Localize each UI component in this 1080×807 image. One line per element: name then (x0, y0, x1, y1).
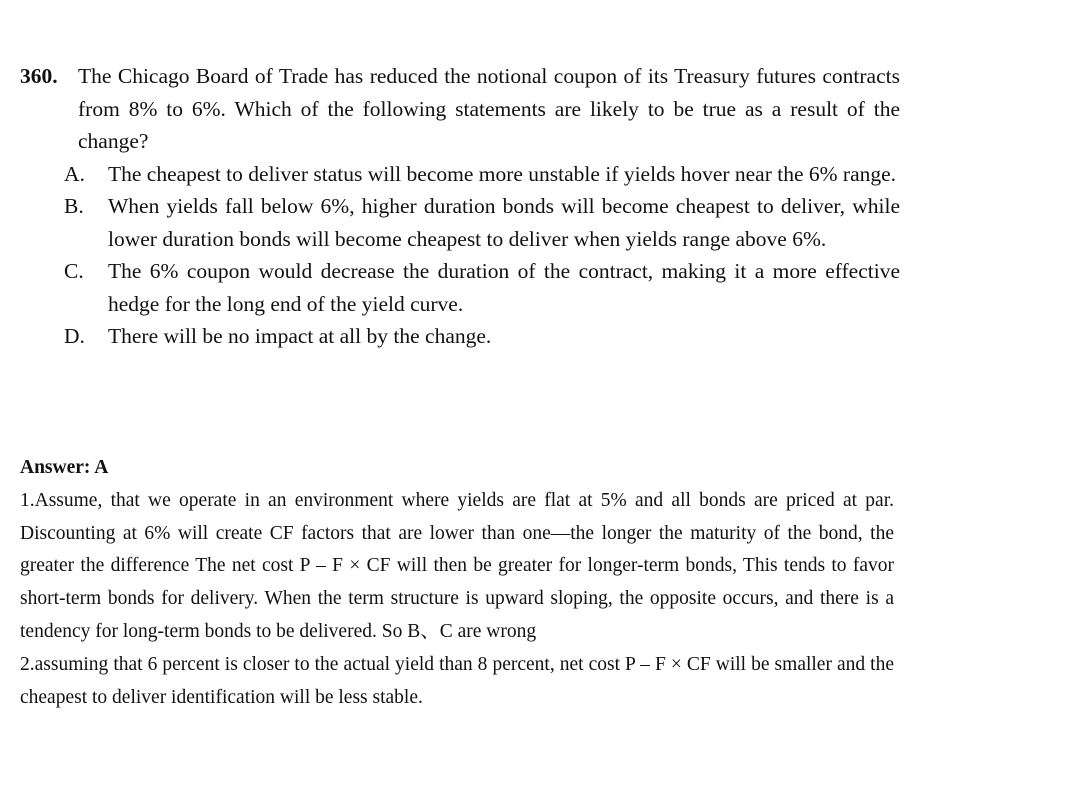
question-number: 360. (20, 64, 58, 88)
option-c (20, 255, 900, 320)
option-a (20, 158, 900, 191)
answer-block (20, 452, 894, 714)
question-text: The Chicago Board of Trade has reduced the notional coupon of its Treasury futures contracts from 8% to 6%. Which of the following statements are likely to be true as a result of the change? (78, 64, 900, 153)
option-letter: D. (64, 324, 85, 348)
option-letter: B. (64, 194, 84, 218)
option-d (20, 320, 900, 353)
explanation-1: 1.Assume, that we operate in an environment where yields are flat at 5% and all bonds are priced at par. Discounting at 6% will create CF factors that are lower than one—the longer the maturity of the bond, the greater the difference The net cost P – F × CF will then be greater for longer-term bonds, This tends to favor short-term bonds for delivery. When the term structure is upward sloping, the opposite occurs, and there is a tendency for long-term bonds to be delivered. So B、C are wrong (20, 489, 894, 642)
option-text: When yields fall below 6%, higher duration bonds will become cheapest to deliver, while lower duration bonds will become cheapest to deliver when yields range above 6%. (108, 194, 900, 251)
option-b (20, 190, 900, 255)
option-text: There will be no impact at all by the change. (108, 324, 492, 348)
question-block (20, 60, 900, 353)
option-letter: C. (64, 259, 84, 283)
answer-heading: Answer: A (20, 457, 109, 478)
option-text: The 6% coupon would decrease the duration of the contract, making it a more effective hedge for the long end of the yield curve. (108, 259, 900, 316)
option-text: The cheapest to deliver status will become more unstable if yields hover near the 6% range. (108, 161, 897, 186)
option-letter: A. (64, 161, 85, 186)
question-stem (20, 60, 900, 158)
explanation-2: 2.assuming that 6 percent is closer to the actual yield than 8 percent, net cost P – F × CF will be smaller and the cheapest to deliver identification will be less stable. (20, 653, 894, 708)
